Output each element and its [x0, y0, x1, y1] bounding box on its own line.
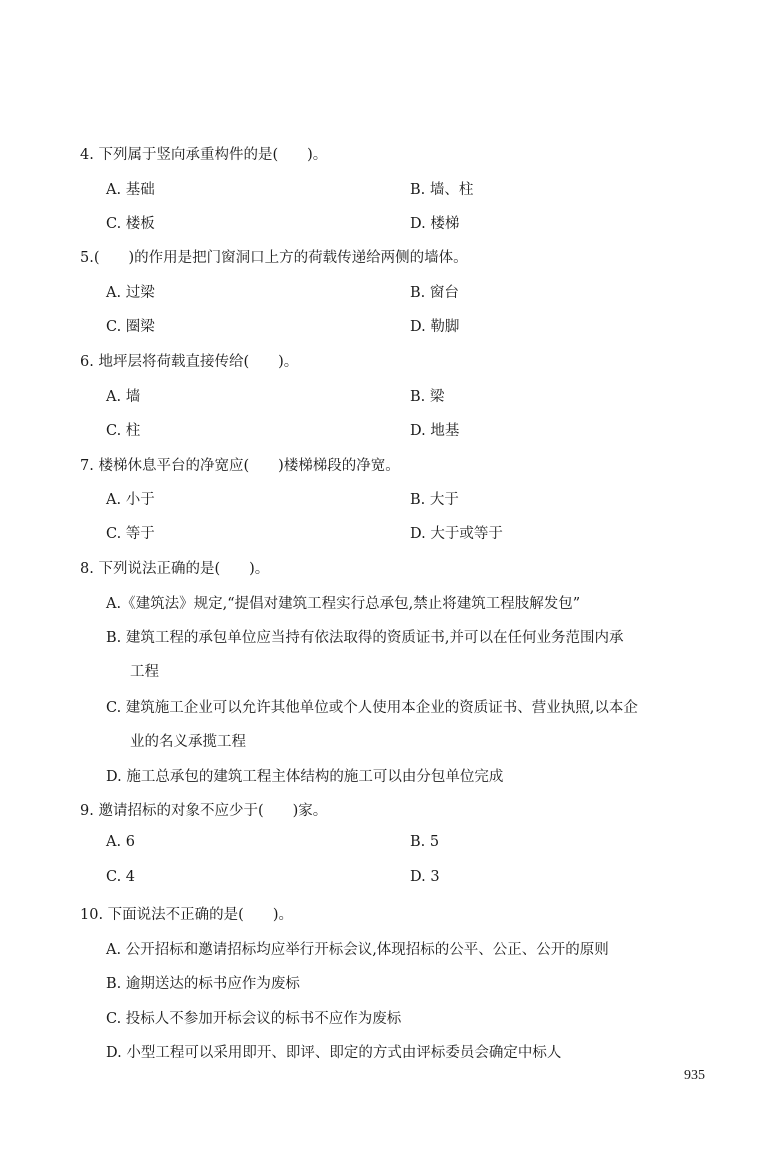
- question-4-option-c: C. 楼板: [106, 216, 155, 232]
- question-8-option-a: A.《建筑法》规定,“提倡对建筑工程实行总承包,禁止将建筑工程肢解发包”: [106, 596, 581, 612]
- question-4-option-a: A. 基础: [106, 182, 155, 198]
- question-10-option-c: C. 投标人不参加开标会议的标书不应作为废标: [106, 1011, 402, 1027]
- question-7-option-d: D. 大于或等于: [410, 526, 503, 542]
- question-10-option-b: B. 逾期送达的标书应作为废标: [106, 976, 300, 992]
- question-8-option-c-continuation: 业的名义承揽工程: [130, 734, 246, 750]
- question-5-option-b: B. 窗台: [410, 285, 459, 301]
- question-8-option-b-continuation: 工程: [130, 664, 159, 680]
- question-8-option-b: B. 建筑工程的承包单位应当持有依法取得的资质证书,并可以在任何业务范围内承: [106, 630, 624, 646]
- question-10-stem: 10. 下面说法不正确的是( )。: [80, 907, 293, 923]
- question-10-option-a: A. 公开招标和邀请招标均应举行开标会议,体现招标的公平、公正、公开的原则: [106, 942, 609, 958]
- question-8-stem: 8. 下列说法正确的是( )。: [80, 561, 270, 577]
- question-6-stem: 6. 地坪层将荷载直接传给( )。: [80, 354, 299, 370]
- question-7-stem: 7. 楼梯休息平台的净宽应( )楼梯梯段的净宽。: [80, 458, 400, 474]
- question-8-option-d: D. 施工总承包的建筑工程主体结构的施工可以由分包单位完成: [106, 769, 504, 785]
- question-4-option-d: D. 楼梯: [410, 216, 460, 232]
- question-9-option-b: B. 5: [410, 834, 440, 850]
- question-9-stem: 9. 邀请招标的对象不应少于( )家。: [80, 803, 328, 819]
- question-10-option-d: D. 小型工程可以采用即开、即评、即定的方式由评标委员会确定中标人: [106, 1045, 562, 1061]
- question-9-option-d: D. 3: [410, 869, 440, 885]
- question-9-option-c: C. 4: [106, 869, 136, 885]
- question-5-option-d: D. 勒脚: [410, 319, 460, 335]
- question-6-option-b: B. 梁: [410, 389, 445, 405]
- question-4-stem: 4. 下列属于竖向承重构件的是( )。: [80, 147, 328, 163]
- question-6-option-d: D. 地基: [410, 423, 460, 439]
- question-5-option-a: A. 过梁: [106, 285, 155, 301]
- question-5-stem: 5.( )的作用是把门窗洞口上方的荷载传递给两侧的墙体。: [80, 250, 468, 266]
- question-6-option-c: C. 柱: [106, 423, 141, 439]
- page-number: 935: [684, 1068, 705, 1083]
- question-7-option-b: B. 大于: [410, 492, 459, 508]
- question-6-option-a: A. 墙: [106, 389, 141, 405]
- question-7-option-a: A. 小于: [106, 492, 155, 508]
- question-7-option-c: C. 等于: [106, 526, 155, 542]
- question-8-option-c: C. 建筑施工企业可以允许其他单位或个人使用本企业的资质证书、营业执照,以本企: [106, 700, 638, 716]
- question-4-option-b: B. 墙、柱: [410, 182, 474, 198]
- question-9-option-a: A. 6: [106, 834, 135, 850]
- question-5-option-c: C. 圈梁: [106, 319, 155, 335]
